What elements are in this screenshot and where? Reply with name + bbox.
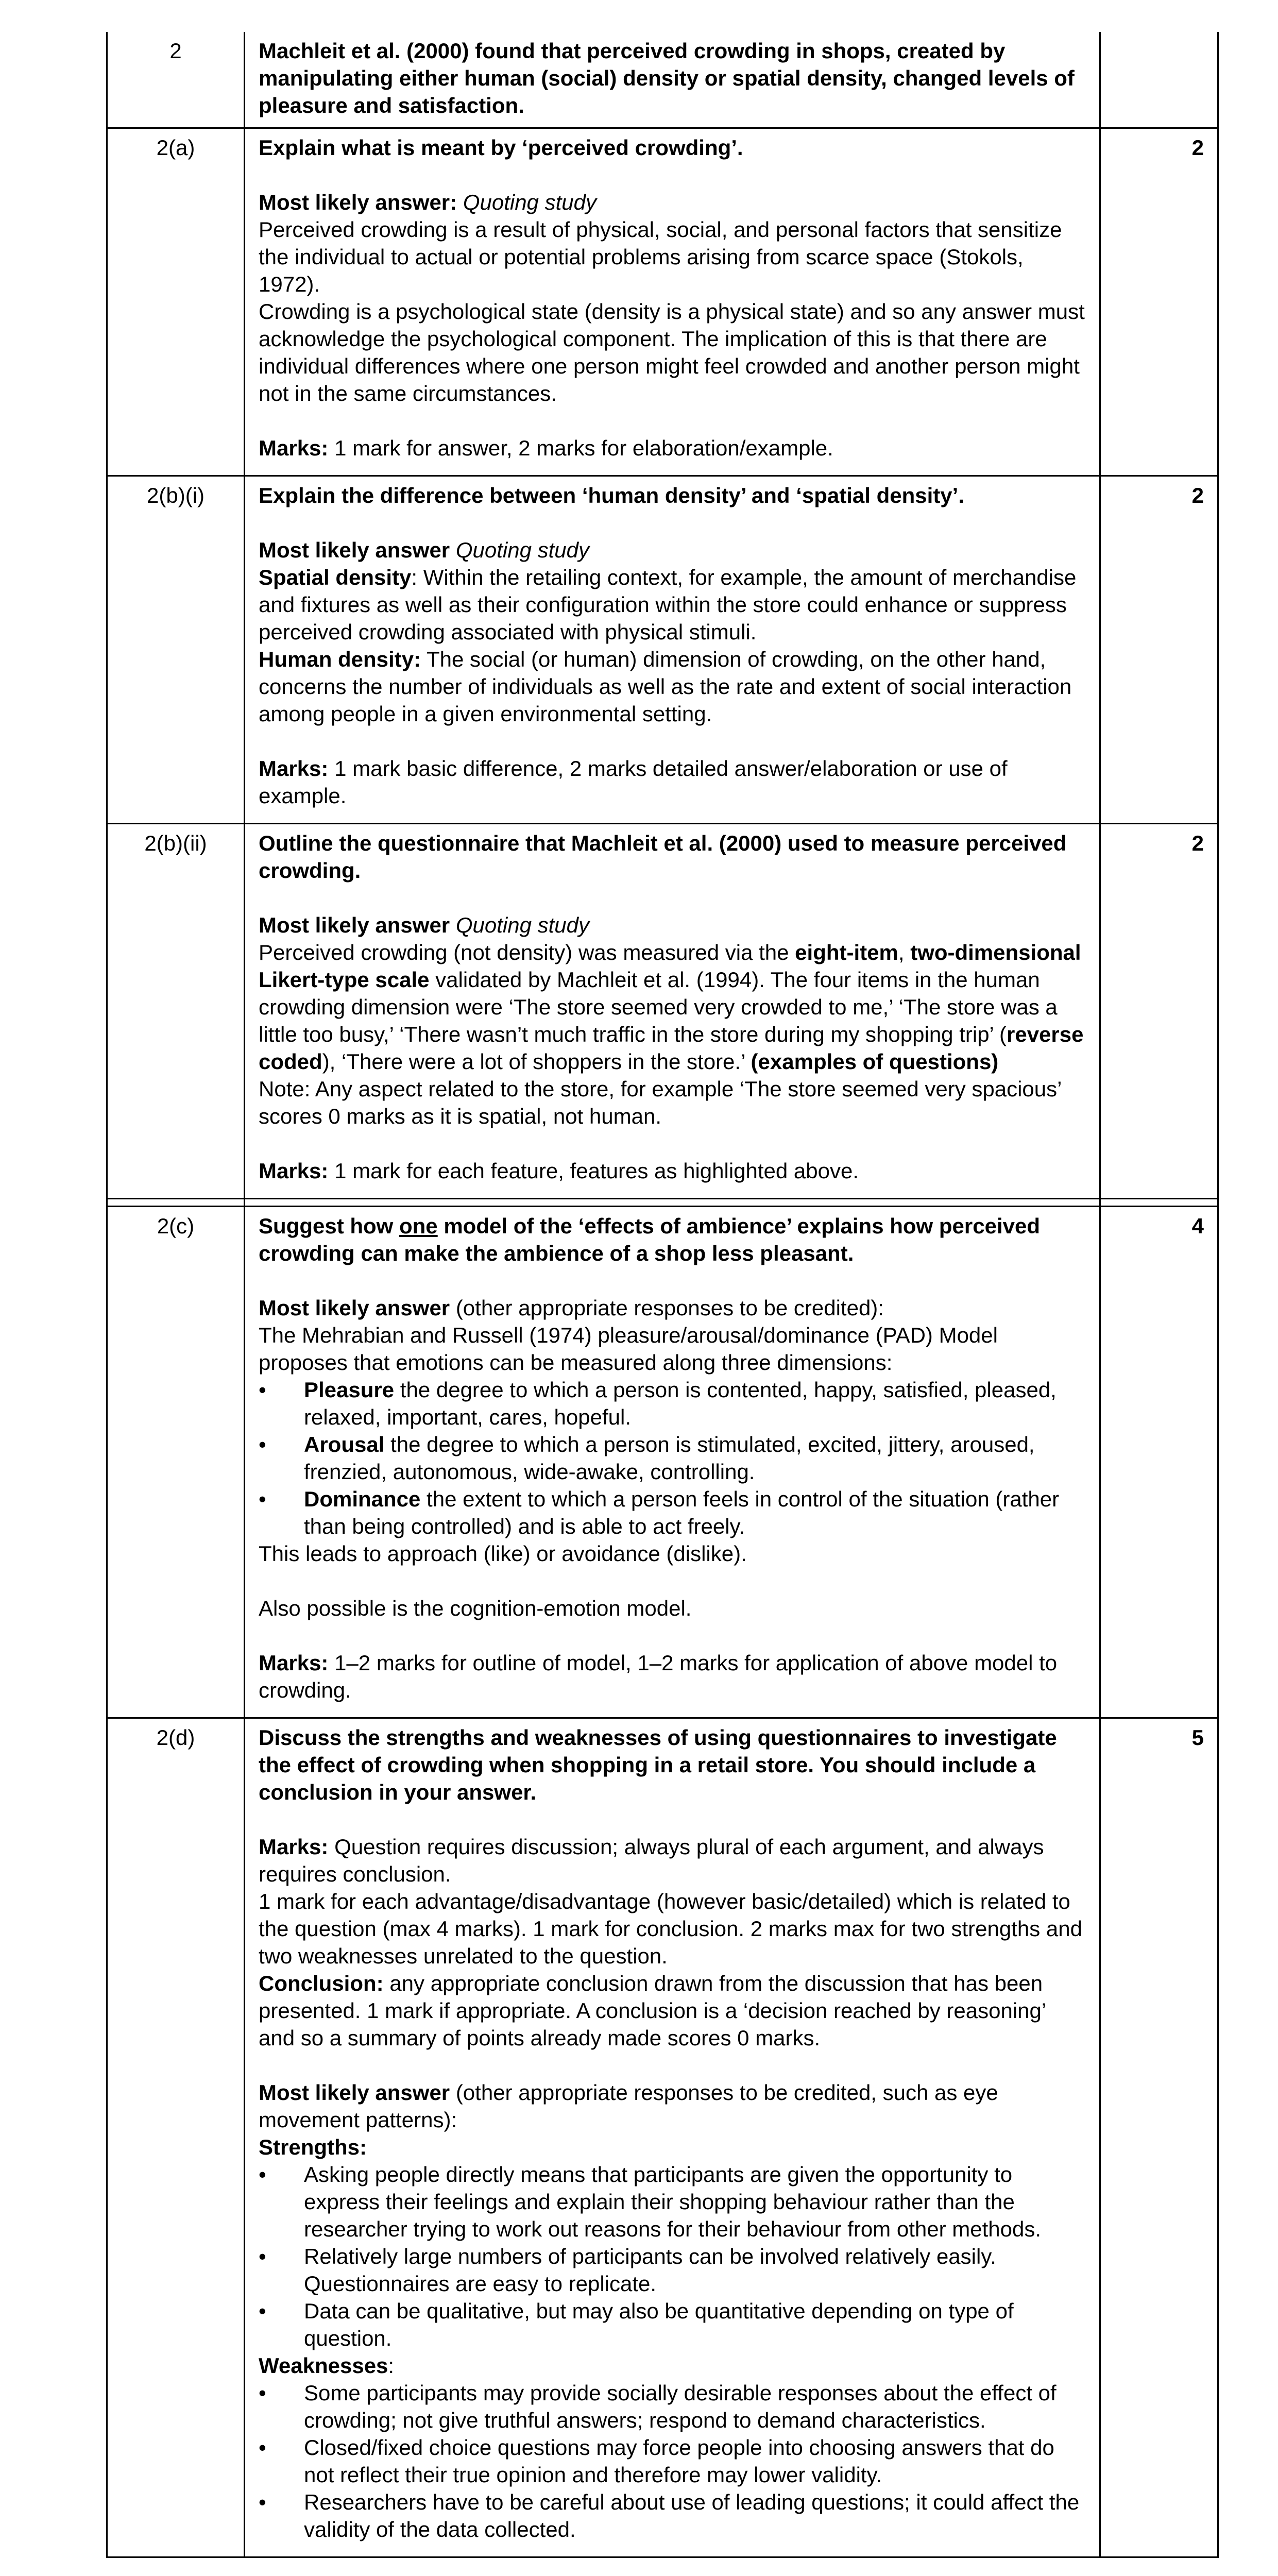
marks-label: Marks: xyxy=(259,1651,329,1675)
strengths-list xyxy=(259,2161,1086,2352)
marks-guidance xyxy=(259,755,1086,809)
question-text xyxy=(259,1212,1086,1267)
text-run: , xyxy=(898,940,911,964)
bullet-text: the degree to which a person is stimulated, excited, jittery, aroused, frenzied, autonomous, wide-awake, controlling. xyxy=(304,1432,1035,1484)
marks-text: 1 mark basic difference, 2 marks detailed answer/elaboration or use of example. xyxy=(259,756,1008,808)
list-item: • Asking people directly means that participants are given the opportunity to express their feelings and explain their shopping behaviour rather than the researcher trying to work out reasons for their behaviour from other methods. xyxy=(259,2161,1086,2243)
mla-italic: Quoting study xyxy=(463,190,597,214)
marks-guidance-detail: 1 mark for each advantage/disadvantage (however basic/detailed) which is related to the question (max 4 marks). 1 mark for conclusion. 2 marks max for two strengths and two weaknesses unrelated to the question. xyxy=(259,1889,1082,1968)
mla-italic: Quoting study xyxy=(455,538,589,562)
bold-run: reverse coded xyxy=(259,1022,1084,1074)
human-density-text: The social (or human) dimension of crowding, on the other hand, concerns the number of individuals as well as the rate and extent of social interaction among people in a given environmental setting. xyxy=(259,647,1072,726)
bullet-label: Pleasure xyxy=(304,1378,395,1402)
mla-italic: Quoting study xyxy=(455,913,589,937)
list-item: • Researchers have to be careful about use of leading questions; it could affect the validity of the data collected. xyxy=(259,2488,1086,2543)
mla-label: Most likely answer xyxy=(259,2080,450,2105)
marks-cell xyxy=(1100,32,1218,128)
answer-paragraph: This leads to approach (like) or avoidance (dislike). xyxy=(259,1541,747,1566)
mark-scheme-table xyxy=(106,32,1219,2558)
question-text: Explain the difference between ‘human density’ and ‘spatial density’. xyxy=(259,483,965,507)
list-item: • Data can be qualitative, but may also be quantitative depending on type of question. xyxy=(259,2297,1086,2352)
text-run: model of the ‘effects of ambience’ explains how perceived crowding can make the ambience of a shop less pleasant. xyxy=(259,1214,1041,1265)
table-row xyxy=(107,1207,1218,1718)
most-likely-answer-heading xyxy=(259,1294,1086,1321)
answer-paragraph xyxy=(259,646,1086,727)
text-run: Perceived crowding (not density) was measured via the xyxy=(259,940,795,964)
question-number: 2(b)(i) xyxy=(107,476,245,824)
bullet-text: the degree to which a person is contented, happy, satisfied, pleased, relaxed, important, cares, hopeful. xyxy=(304,1378,1057,1429)
answer-paragraph: Crowding is a psychological state (density is a physical state) and so any answer must acknowledge the psychological component. The implication of this is that there are individual differences where one person might feel crowded and another person might not in the same circumstances. xyxy=(259,299,1085,405)
answer-cell xyxy=(245,1207,1100,1718)
list-item: • Closed/fixed choice questions may force people into choosing answers that do not reflect their true opinion and therefore may lower validity. xyxy=(259,2434,1086,2488)
weaknesses-list xyxy=(259,2379,1086,2543)
marks-text: 1–2 marks for outline of model, 1–2 marks for application of above model to crowding. xyxy=(259,1651,1058,1702)
mla-label: Most likely answer xyxy=(259,1296,450,1320)
question-text: Explain what is meant by ‘perceived crowding’. xyxy=(259,135,743,160)
bullet-label: Arousal xyxy=(304,1432,385,1456)
marks-label: Marks: xyxy=(259,1835,329,1859)
answer-cell xyxy=(245,476,1100,824)
bold-run: (examples of questions) xyxy=(751,1049,999,1074)
weaknesses-heading xyxy=(259,2352,1086,2379)
strengths-heading: Strengths: xyxy=(259,2135,367,2159)
answer-paragraph: Perceived crowding is a result of physical, social, and personal factors that sensitize the individual to actual or potential problems arising from scarce space (Stokols, 1972). xyxy=(259,217,1062,296)
marks-label: Marks: xyxy=(259,756,329,781)
bullet-label: Dominance xyxy=(304,1487,421,1511)
text-run: ), ‘There were a lot of shoppers in the store.’ xyxy=(322,1049,751,1074)
mla-label: Most likely answer xyxy=(259,538,450,562)
marks-guidance xyxy=(259,1649,1086,1704)
bold-run: two-dimensional Likert-type scale xyxy=(259,940,1081,992)
human-density-label: Human density: xyxy=(259,647,421,671)
marks-text: 1 mark for answer, 2 marks for elaboration/example. xyxy=(334,436,833,460)
table-row xyxy=(107,476,1218,824)
bold-run: eight-item xyxy=(795,940,898,964)
marks-guidance xyxy=(259,1833,1086,1888)
weaknesses-colon: : xyxy=(388,2353,395,2378)
marks-label: Marks: xyxy=(259,1159,329,1183)
mla-label: Most likely answer xyxy=(259,913,450,937)
conclusion-text: any appropriate conclusion drawn from the discussion that has been presented. 1 mark if appropriate. A conclusion is a ‘decision reached by reasoning’ and so a summary of points already made scores 0 marks. xyxy=(259,1971,1046,2050)
answer-paragraph: The Mehrabian and Russell (1974) pleasure/arousal/dominance (PAD) Model proposes that emotions can be measured along three dimensions: xyxy=(259,1323,998,1375)
bullet-list xyxy=(259,1376,1086,1540)
question-stem xyxy=(245,32,1100,128)
answer-paragraph xyxy=(259,939,1086,1075)
answer-cell xyxy=(245,1718,1100,2557)
marks-value: 2 xyxy=(1100,824,1218,1199)
bullet-text: the extent to which a person feels in control of the situation (rather than being controlled) and is able to act freely. xyxy=(304,1487,1060,1538)
list-item xyxy=(259,1485,1086,1540)
question-number: 2 xyxy=(107,32,245,128)
most-likely-answer-heading xyxy=(259,911,1086,939)
text-run: validated by Machleit et al. (1994). The four items in the human crowding dimension were ‘The store seemed very crowded to me,’ ‘The store was a little too busy,’ ‘There wasn’t much traffic in the store during my shopping trip’ ( xyxy=(259,968,1058,1046)
note-text: Note: Any aspect related to the store, for example ‘The store seemed very spacious’ scores 0 marks as it is spatial, not human. xyxy=(259,1077,1061,1128)
question-text: Discuss the strengths and weaknesses of using questionnaires to investigate the effect of crowding when shopping in a retail store. You should include a conclusion in your answer. xyxy=(259,1725,1057,1804)
marks-value: 2 xyxy=(1100,128,1218,476)
question-text: Outline the questionnaire that Machleit et al. (2000) used to measure perceived crowding. xyxy=(259,831,1067,883)
most-likely-answer-heading xyxy=(259,536,1086,564)
question-number: 2(d) xyxy=(107,1718,245,2557)
marks-label: Marks: xyxy=(259,436,329,460)
answer-cell xyxy=(245,128,1100,476)
conclusion-label: Conclusion: xyxy=(259,1971,384,1995)
question-number: 2(b)(ii) xyxy=(107,824,245,1199)
list-item xyxy=(259,1376,1086,1431)
underlined-run: one xyxy=(399,1214,438,1238)
table-row xyxy=(107,32,1218,128)
question-number: 2(a) xyxy=(107,128,245,476)
question-number: 2(c) xyxy=(107,1207,245,1718)
mla-rest: (other appropriate responses to be credited, such as eye movement patterns): xyxy=(259,2080,998,2132)
marks-text: 1 mark for each feature, features as highlighted above. xyxy=(334,1159,859,1183)
weaknesses-label: Weaknesses xyxy=(259,2353,388,2378)
divider xyxy=(107,1199,1218,1207)
marks-guidance xyxy=(259,434,1086,462)
marks-guidance xyxy=(259,1157,1086,1184)
marks-value: 5 xyxy=(1100,1718,1218,2557)
table-row xyxy=(107,128,1218,476)
mla-label: Most likely answer: xyxy=(259,190,457,214)
table-row xyxy=(107,1718,1218,2557)
stem-text: Machleit et al. (2000) found that perceived crowding in shops, created by manipulating either human (social) density or spatial density, changed levels of pleasure and satisfaction. xyxy=(259,39,1075,117)
marks-value: 4 xyxy=(1100,1207,1218,1718)
most-likely-answer-heading xyxy=(259,2079,1086,2133)
spatial-density-text: : Within the retailing context, for example, the amount of merchandise and fixtures as well as their configuration within the store could enhance or suppress perceived crowding associated with physical stimuli. xyxy=(259,565,1077,644)
spatial-density-label: Spatial density xyxy=(259,565,412,589)
list-item: • Relatively large numbers of participants can be involved relatively easily. Questionnaires are easy to replicate. xyxy=(259,2243,1086,2297)
list-item xyxy=(259,1431,1086,1485)
table-row xyxy=(107,824,1218,1199)
text-run: Suggest how xyxy=(259,1214,399,1238)
list-item: • Some participants may provide socially desirable responses about the effect of crowding; not give truthful answers; respond to demand characteristics. xyxy=(259,2379,1086,2434)
marks-value: 2 xyxy=(1100,476,1218,824)
conclusion-guidance xyxy=(259,1970,1086,2052)
mla-rest: (other appropriate responses to be credited): xyxy=(450,1296,884,1320)
answer-cell xyxy=(245,824,1100,1199)
answer-paragraph: Also possible is the cognition-emotion model. xyxy=(259,1596,692,1620)
marks-text: Question requires discussion; always plural of each argument, and always requires conclusion. xyxy=(259,1835,1044,1886)
most-likely-answer-heading xyxy=(259,189,1086,216)
answer-paragraph xyxy=(259,564,1086,646)
